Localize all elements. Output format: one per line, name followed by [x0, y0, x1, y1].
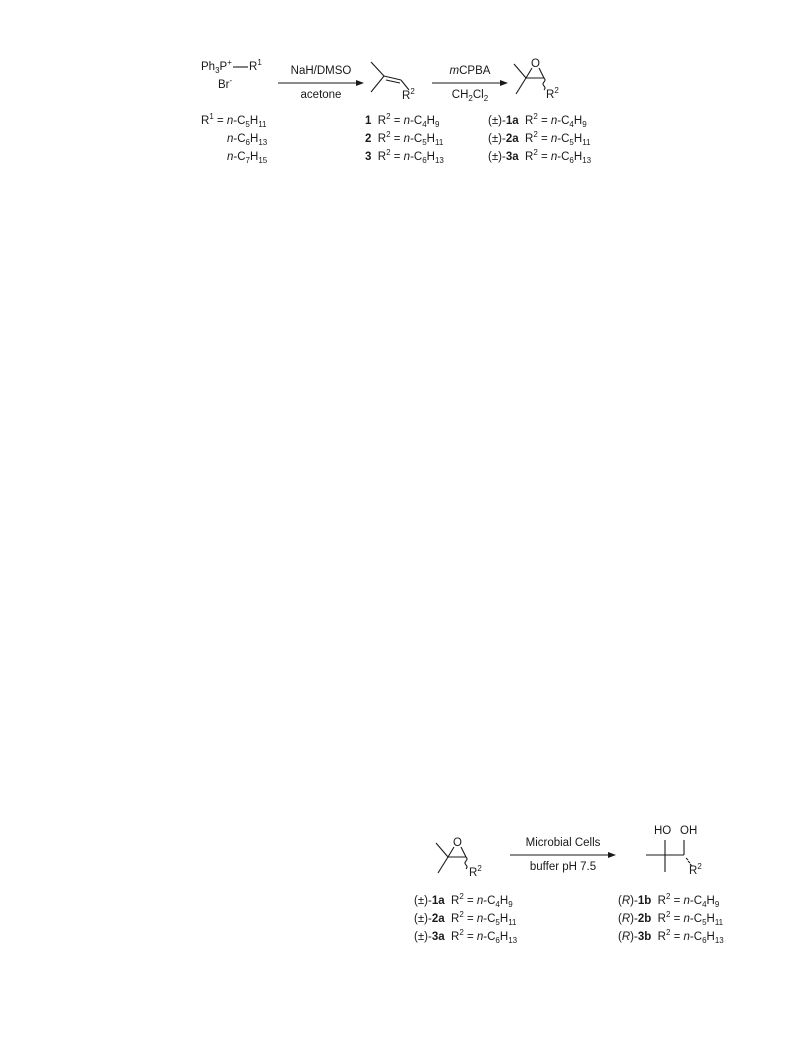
alkene-methyl-down	[371, 76, 384, 92]
product-2b: (R)-2b $R^2 = n-C_5H_{11}$	[618, 910, 724, 927]
phosphonium-r1: $R^1$	[249, 58, 262, 73]
substrate-3a: (±)-3a $R^2 = n-C_6H_{13}$	[414, 928, 518, 945]
diol-ho-label: HO	[654, 825, 672, 837]
epoxide-3a: (±)-3a $R^2 = n-C_6H_{13}$	[488, 148, 592, 165]
alkene-methyl-up	[371, 62, 384, 76]
epoxide-methyl-up	[514, 64, 526, 78]
s2-epoxide-methyl-down	[438, 857, 448, 873]
s2-epoxide-wavy-bond	[465, 857, 467, 869]
arrow2-solvent: $CH_2Cl_2$	[451, 89, 489, 103]
alkene-r2-label: $R^2$	[402, 87, 415, 102]
arrow1-solvent: acetone	[300, 89, 342, 101]
s2-epoxide-methyl-up	[436, 843, 448, 857]
arrow3-conditions: buffer pH 7.5	[529, 861, 597, 873]
alkene-2: 2 $R^2 = n-C_5H_{11}$	[365, 130, 444, 147]
r1-value-3: $n-C_7H_{15}$	[227, 151, 268, 165]
alkene-3: 3 $R^2 = n-C_6H_{13}$	[365, 148, 444, 165]
substrate-1a: (±)-1a $R^2 = n-C_4H_9$	[414, 892, 513, 909]
epoxide-oxygen: O	[531, 58, 540, 70]
alkene-double-bond-2	[386, 80, 400, 83]
product-3b: (R)-3b $R^2 = n-C_6H_{13}$	[618, 928, 724, 945]
alkene-1: 1 $R^2 = n-C_4H_9$	[365, 112, 440, 129]
substrate-2a: (±)-2a $R^2 = n-C_5H_{11}$	[414, 910, 517, 927]
reaction-arrow-2-head	[500, 80, 508, 86]
product-1b: (R)-1b $R^2 = n-C_4H_9$	[618, 892, 720, 909]
diol-oh-label: OH	[680, 825, 698, 837]
epoxide-1a: (±)-1a $R^2 = n-C_4H_9$	[488, 112, 587, 129]
arrow1-reagent: NaH/DMSO	[290, 65, 352, 77]
arrow3-reagent: Microbial Cells	[525, 837, 601, 849]
alkene-double-bond	[384, 76, 401, 80]
r1-definition: $R^1 = n-C_5H_{11}$	[201, 112, 267, 129]
reaction-arrow-1-head	[356, 80, 364, 86]
s2-epoxide-oxygen: O	[453, 837, 462, 849]
reaction-arrow-3-head	[608, 852, 616, 858]
arrow2-reagent: mCPBA	[449, 65, 491, 77]
bromide-counterion: Br-	[218, 76, 233, 91]
r1-value-2: $n-C_6H_{13}$	[227, 133, 268, 147]
epoxide-methyl-down	[516, 78, 526, 94]
epoxide-wavy-bond	[543, 78, 545, 90]
phosphonium-reagent: $Ph_3P^+$	[201, 58, 232, 75]
alkene-r-bond	[401, 80, 409, 90]
epoxide-2a: (±)-2a $R^2 = n-C_5H_{11}$	[488, 130, 591, 147]
epoxide-r2-label: $R^2$	[546, 86, 559, 101]
diol-r2-label: $R^2$	[689, 862, 702, 877]
s2-epoxide-r2-label: $R^2$	[469, 864, 482, 879]
